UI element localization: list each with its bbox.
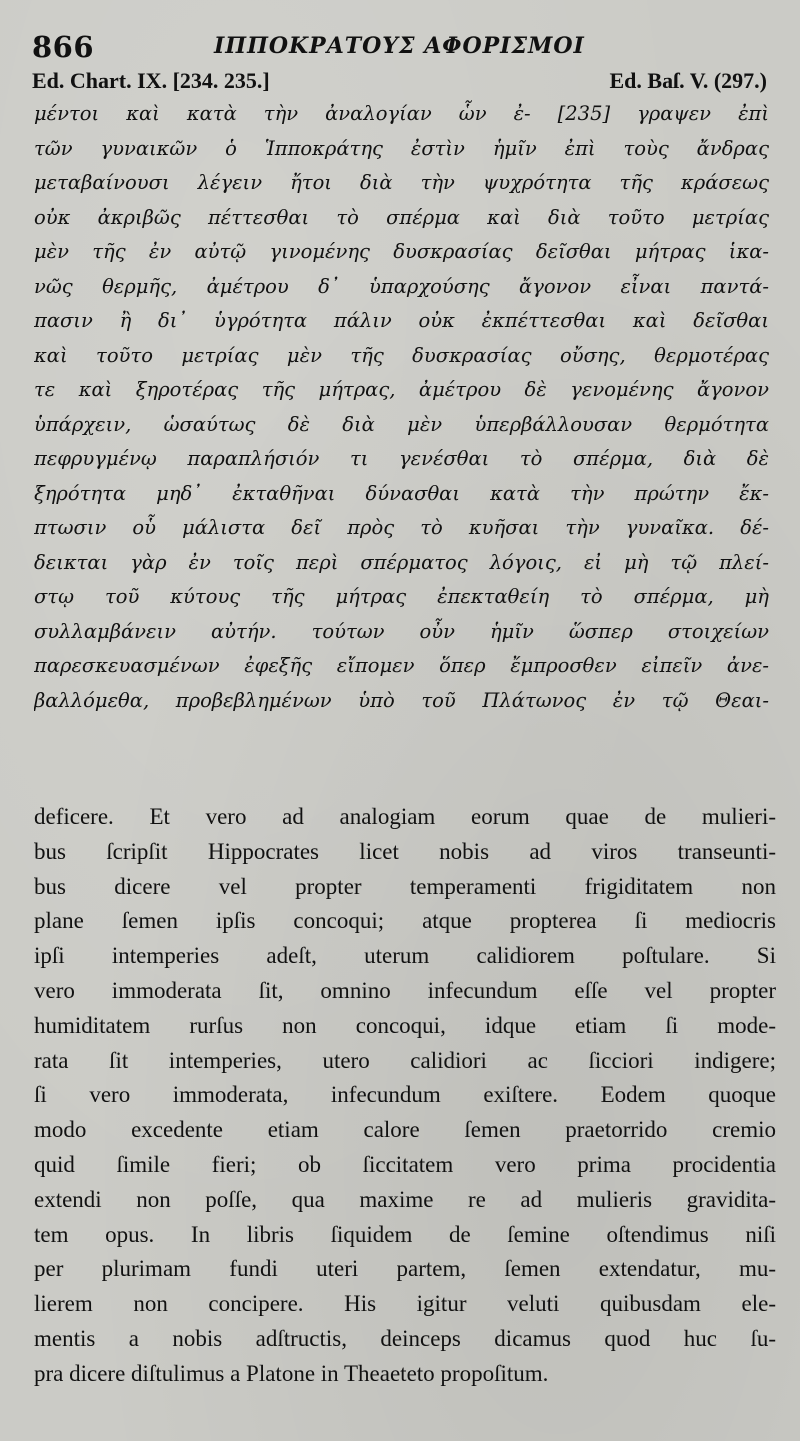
latin-line: per plurimam fundi uteri partem, ſemen extendatur, mu- [34,1256,776,1282]
latin-line: bus dicere vel propter temperamenti frigiditatem non [34,873,776,899]
greek-line: βαλλόμεθα, προβεβλημένων ὑπὸ τοῦ Πλάτωνος ἐν τῷ Θεαι- [34,688,769,712]
greek-line: μέντοι καὶ κατὰ τὴν ἀναλογίαν ὧν ἐ‑ [235] γραψεν ἐπὶ [34,102,769,125]
greek-line: πεφρυγμένῳ παραπλήσιόν τι γενέσθαι τὸ σπέρμα, διὰ δὲ [34,447,769,470]
latin-line: plane ſemen ipſis concoqui; atque propterea ſi mediocris [34,908,776,934]
running-title: ΙΠΠΟΚΡΑΤΟΥΣ ΑΦΟΡΙΣΜΟΙ [214,33,585,59]
latin-line: lierem non concipere. His igitur veluti quibusdam ele- [34,1291,776,1317]
latin-line: pra dicere diſtulimus a Platone in Theaeteto propoſitum. [34,1360,549,1386]
greek-line: ξηρότητα μηδ᾽ ἐκταθῆναι δύνασθαι κατὰ τὴν πρώτην ἔκ- [34,481,769,505]
greek-line: παρεσκευασμένων ἐφεξῆς εἴπομεν ὅπερ ἔμπροσθεν εἰπεῖν ἀνε- [34,654,769,677]
greek-line: πτωσιν οὗ μάλιστα δεῖ πρὸς τὸ κυῆσαι τὴν γυναῖκα. δέ- [34,516,769,539]
edition-reference-chartier: Ed. Chart. IX. [234. 235.] [32,68,270,93]
greek-line: τῶν γυναικῶν ὁ Ἱπποκράτης ἐστὶν ἡμῖν ἐπὶ τοὺς ἄνδρας [34,136,769,160]
edition-reference-line [32,68,767,98]
page-number: 866 [32,30,95,64]
greek-line: στῳ τοῦ κύτους τῆς μήτρας ἐπεκταθείη τὸ σπέρμα, μὴ [34,585,769,608]
latin-line: ipſi intemperies adeſt, uterum calidiorem poſtulare. Si [34,943,776,969]
latin-line: vero immoderata ſit, omnino infecundum eſſe vel propter [34,977,776,1003]
edition-reference-basel: Ed. Baſ. V. (297.) [609,68,767,93]
latin-line: ſi vero immoderata, infecundum exiſtere. Eodem quoque [34,1082,776,1108]
latin-line: quid ſimile fieri; ob ſiccitatem vero prima procidentia [34,1151,776,1177]
greek-line: μεταβαίνουσι λέγειν ἤτοι διὰ τὴν ψυχρότητα τῆς κράσεως [34,171,769,194]
greek-line: νῶς θερμῆς, ἀμέτρου δ᾽ ὑπαρχούσης ἄγονον εἶναι παντά- [34,274,769,298]
latin-line: mentis a nobis adſtructis, deinceps dicamus quod huc ſu- [34,1325,776,1351]
greek-text-block [34,97,769,718]
latin-text-block [34,800,776,1392]
latin-line: rata ſit intemperies, utero calidiori ac ſicciori indigere; [34,1047,776,1073]
greek-line: πασιν ἢ δι᾽ ὑγρότητα πάλιν οὐκ ἐκπέττεσθαι καὶ δεῖσθαι [34,309,769,332]
latin-line: bus ſcripſit Hippocrates licet nobis ad viros transeunti- [34,838,776,864]
latin-line: extendi non poſſe, qua maxime re ad mulieris graviditа- [34,1186,776,1212]
greek-line: καὶ τοῦτο μετρίας μὲν τῆς δυσκρασίας οὔσης, θερμοτέρας [34,343,769,367]
greek-line: τε καὶ ξηροτέρας τῆς μήτρας, ἀμέτρου δὲ γενομένης ἄγονον [34,378,769,401]
greek-line: οὐκ ἀκριβῶς πέττεσθαι τὸ σπέρμα καὶ διὰ τοῦτο μετρίας [34,205,769,229]
latin-line: humiditatem rurſus non concoqui, idque etiam ſi mode- [34,1012,776,1038]
latin-line: modo excedente etiam calore ſemen praetorrido cremio [34,1117,776,1143]
greek-line: μὲν τῆς ἐν αὐτῷ γινομένης δυσκρασίας δεῖσθαι μήτρας ἱκα- [34,240,769,263]
greek-line: συλλαμβάνειν αὐτήν. τούτων οὖν ἡμῖν ὥσπερ στοιχείων [34,619,769,643]
greek-line: δεικται γὰρ ἐν τοῖς περὶ σπέρματος λόγοις, εἰ μὴ τῷ πλεί- [34,550,769,574]
page-header [32,30,777,70]
latin-line: deficere. Et vero ad analogiam eorum quae de mulieri- [34,804,776,829]
greek-line: ὑπάρχειν, ὡσαύτως δὲ διὰ μὲν ὑπερβάλλουσαν θερμότητα [34,412,769,436]
latin-line: tem opus. In libris ſiquidem de ſemine oſtendimus niſi [34,1221,776,1247]
